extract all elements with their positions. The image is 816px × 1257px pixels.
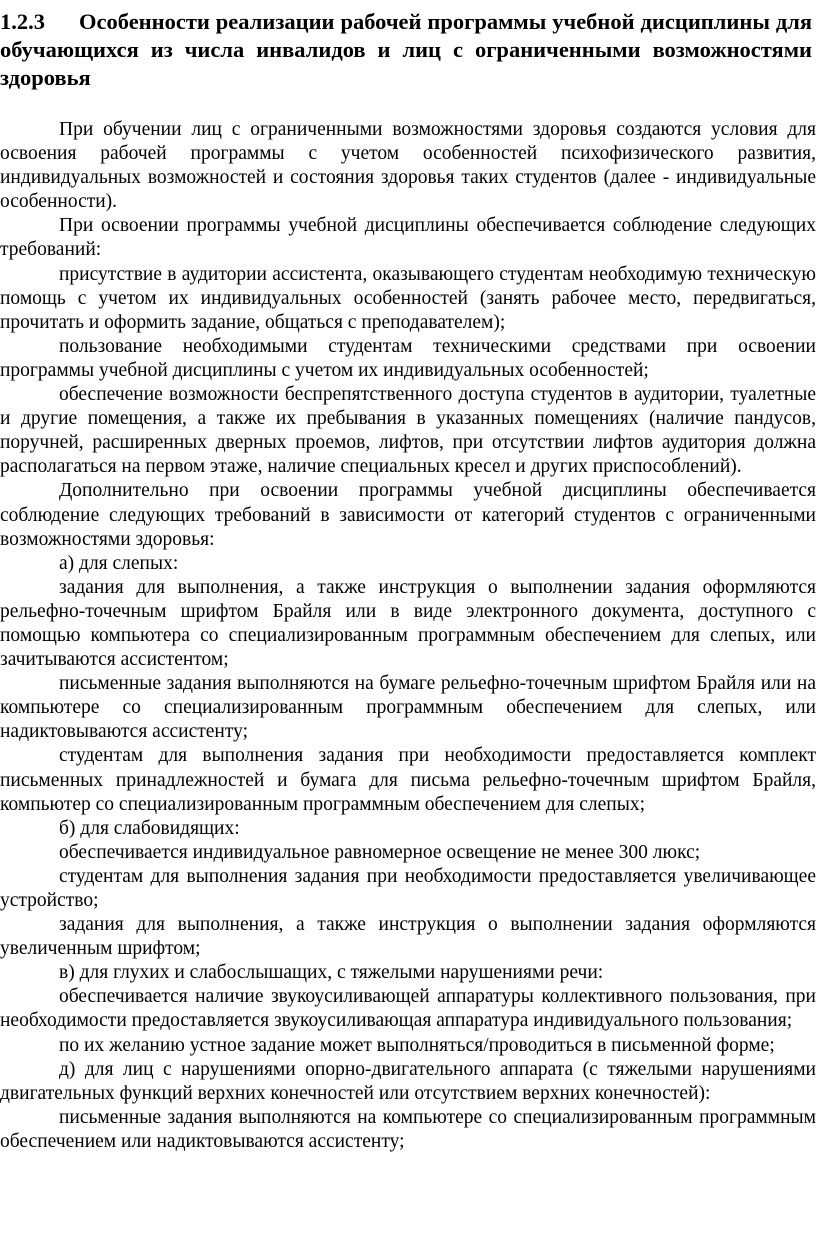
list-item: задания для выполнения, а также инструкция о выполнении задания оформляются рельефно-точечным шрифтом Брайля или в виде электронного документа, доступного с помощью компьютера со специализированным программным обеспечением для слепых, или зачитываются ассистентом;: [0, 576, 816, 671]
list-item: студентам для выполнения задания при необходимости предоставляется комплект письменных принадлежностей и бумага для письма рельефно-точечным шрифтом Брайля, компьютер со специализированным программным обеспечением для слепых;: [0, 745, 816, 815]
list-item: обеспечивается наличие звукоусиливающей аппаратуры коллективного пользования, при необходимости предоставляется звукоусиливающая аппаратура индивидуального пользования;: [0, 986, 816, 1032]
paragraph: При освоении программы учебной дисциплины обеспечивается соблюдение следующих требований:: [0, 215, 816, 261]
section-number: 1.2.3: [0, 9, 45, 34]
list-item: задания для выполнения, а также инструкция о выполнении задания оформляются увеличенным шрифтом;: [0, 914, 816, 960]
section-title: Особенности реализации рабочей программы учебной дисциплины для обучающихся из числа инвалидов и лиц с ограниченными возможностями здоровья: [0, 9, 812, 90]
list-item: письменные задания выполняются на бумаге рельефно-точечным шрифтом Брайля или на компьютере со специализированным программным обеспечением для слепых, или надиктовываются ассистенту;: [0, 673, 816, 743]
list-item: письменные задания выполняются на компьютере со специализированным программным обеспечением или надиктовываются ассистенту;: [0, 1106, 816, 1152]
list-item: пользование необходимыми студентам техническими средствами при освоении программы учебной дисциплины с учетом их индивидуальных особенностей;: [0, 335, 816, 381]
list-item: обеспечение возможности беспрепятственного доступа студентов в аудитории, туалетные и другие помещения, а также их пребывания в указанных помещениях (наличие пандусов, поручней, расширенных дверных проемов, лифтов, при отсутствии лифтов аудитория должна располагаться на первом этаже, наличие специальных кресел и других приспособлений).: [0, 384, 816, 478]
category-heading: а) для слепых:: [59, 552, 179, 574]
list-item: студентам для выполнения задания при необходимости предоставляется увеличивающее устройство;: [0, 865, 816, 911]
category-heading: б) для слабовидящих:: [59, 817, 240, 839]
paragraph: Дополнительно при освоении программы учебной дисциплины обеспечивается соблюдение следующих требований в зависимости от категорий студентов с ограниченными возможностями здоровья:: [0, 480, 816, 550]
body-text: [0, 118, 816, 1154]
list-item: по их желанию устное задание может выполняться/проводиться в письменной форме;: [59, 1034, 775, 1056]
section-heading: [0, 8, 816, 92]
category-heading: д) для лиц с нарушениями опорно-двигательного аппарата (с тяжелыми нарушениями двигательных функций верхних конечностей или отсутствием верхних конечностей):: [0, 1058, 816, 1104]
list-item: присутствие в аудитории ассистента, оказывающего студентам необходимую техническую помощь с учетом их индивидуальных особенностей (занять рабочее место, передвигаться, прочитать и оформить задание, общаться с преподавателем);: [0, 263, 816, 333]
category-heading: в) для глухих и слабослышащих, с тяжелыми нарушениями речи:: [59, 962, 604, 984]
list-item: обеспечивается индивидуальное равномерное освещение не менее 300 люкс;: [59, 841, 701, 863]
paragraph: При обучении лиц с ограниченными возможностями здоровья создаются условия для освоения рабочей программы с учетом особенностей психофизического развития, индивидуальных возможностей и состояния здоровья таких студентов (далее - индивидуальные особенности).: [0, 119, 816, 213]
